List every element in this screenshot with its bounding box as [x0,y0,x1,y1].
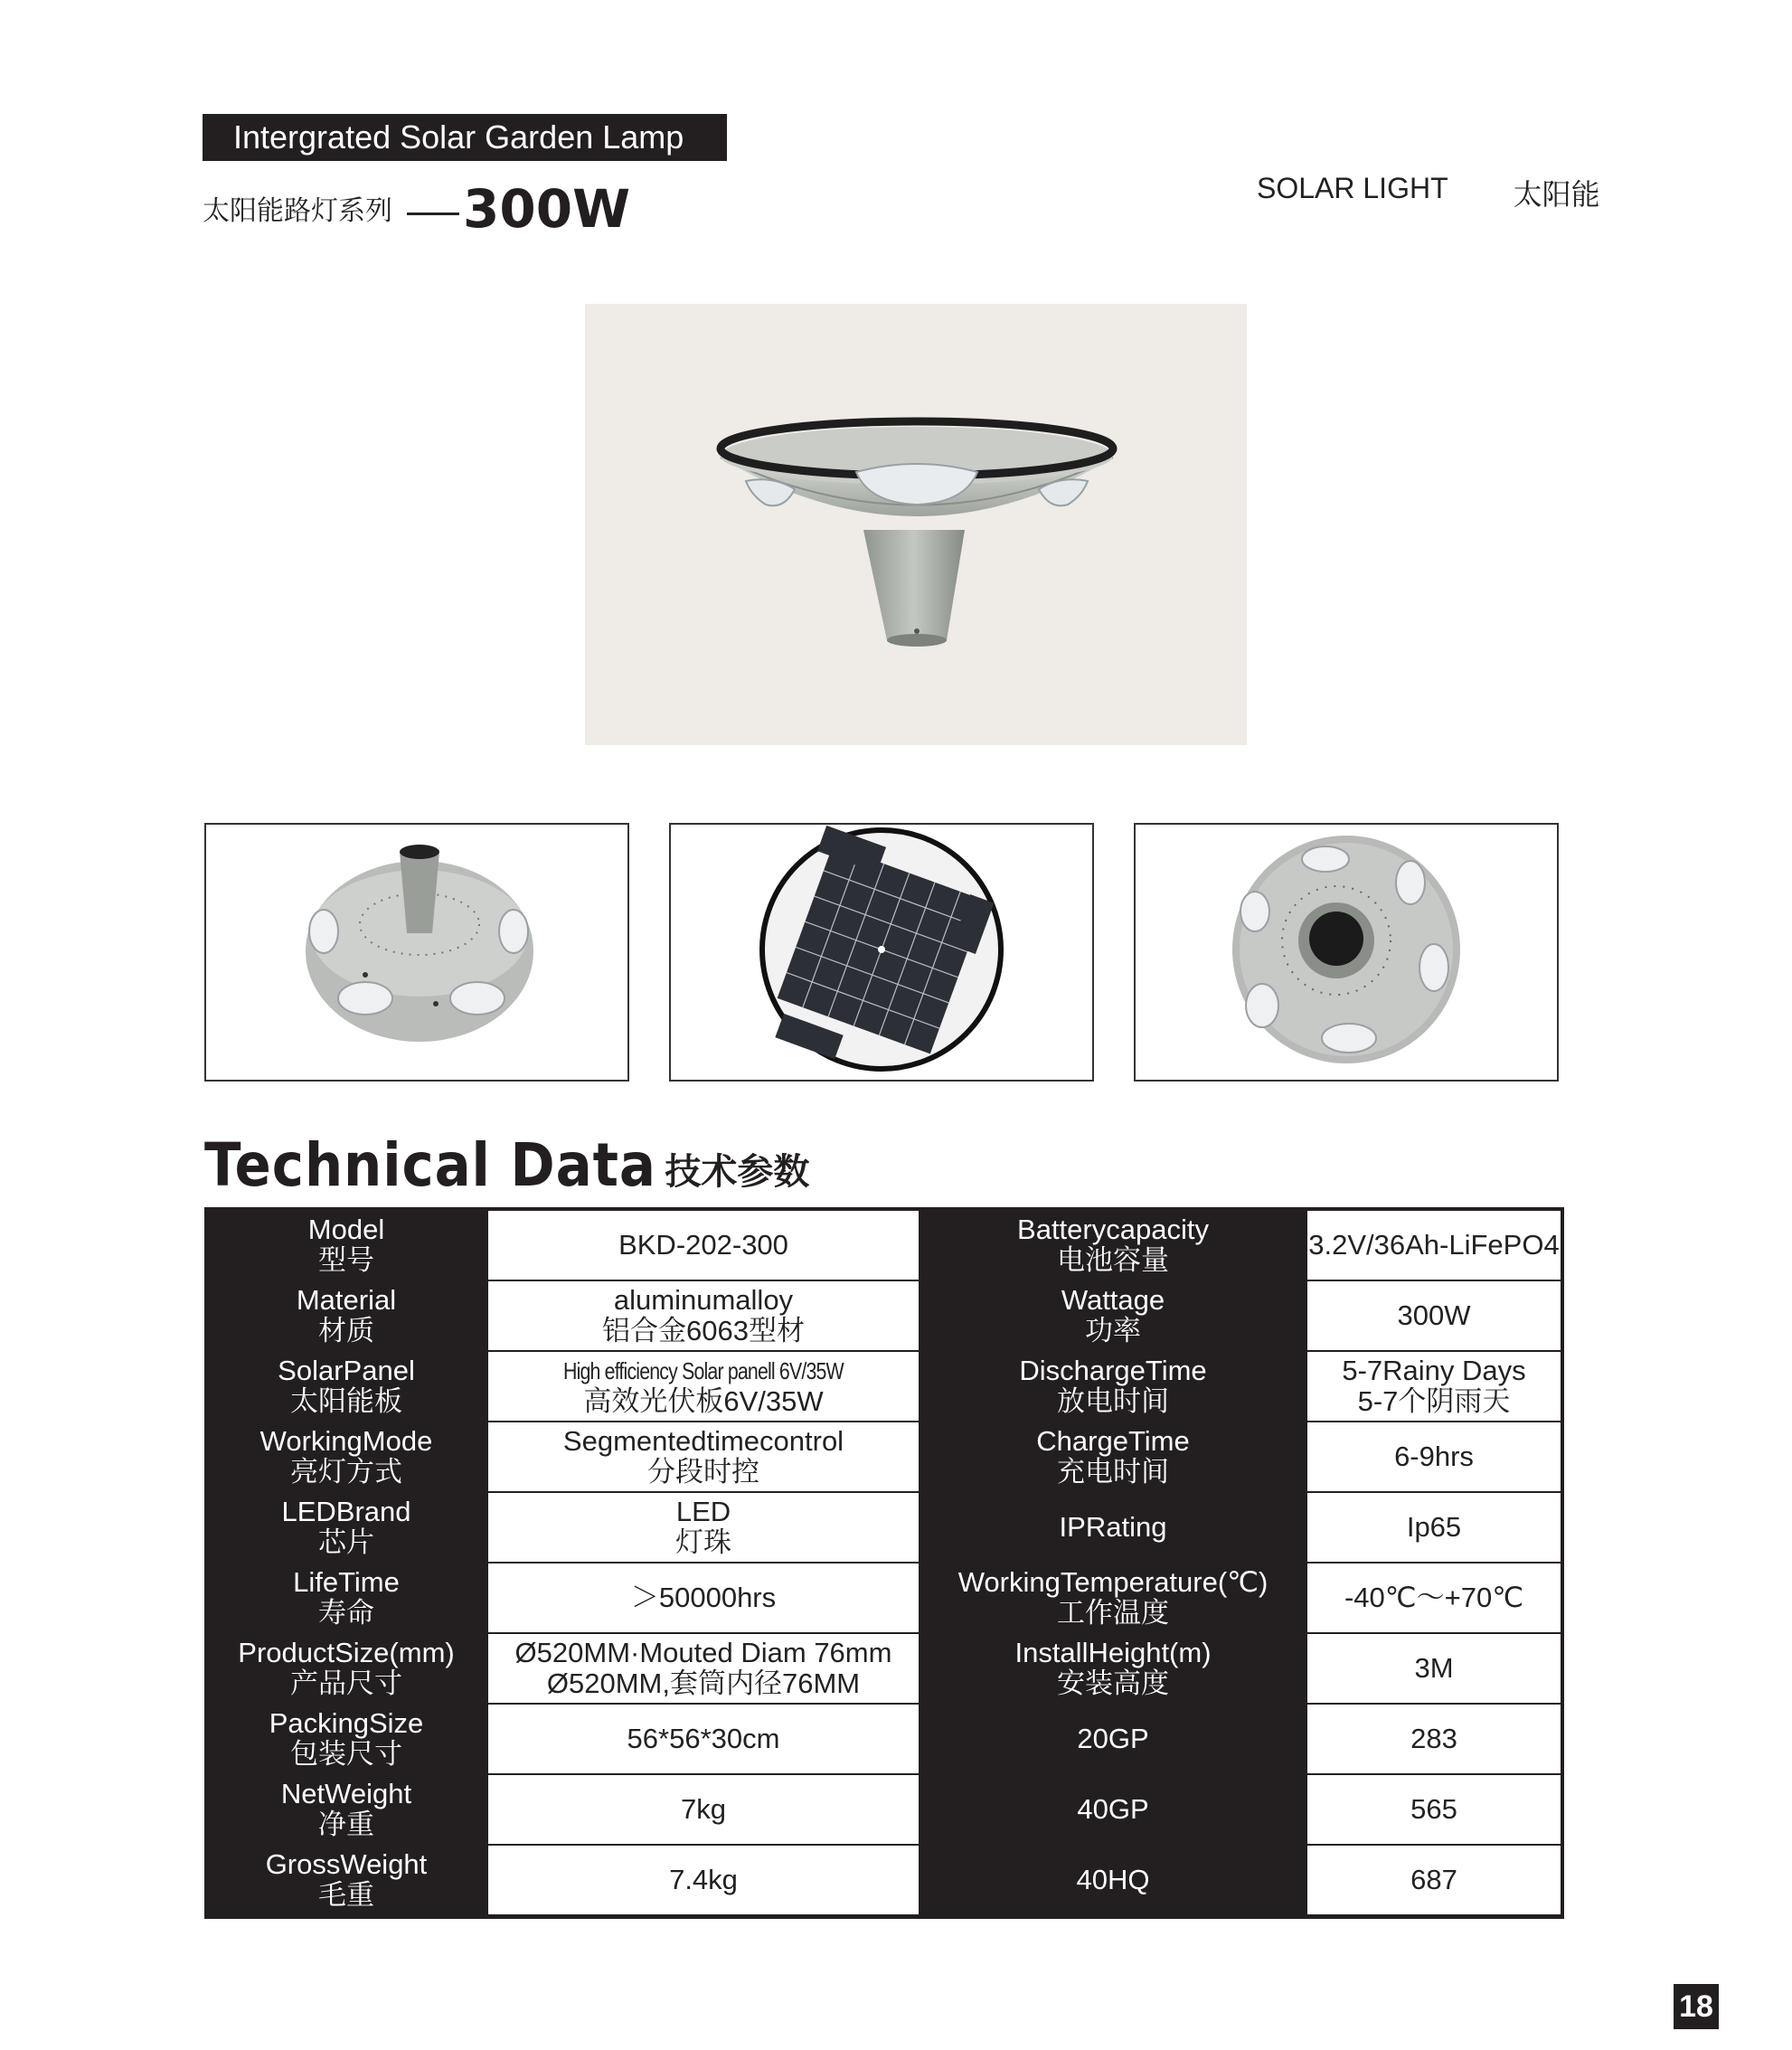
spec-label-text: 工作温度 [1057,1597,1169,1629]
spec-label-text: 放电时间 [1057,1385,1169,1417]
spec-value-text: 300W [1397,1299,1471,1331]
solar-panel-illustration [671,825,1092,1080]
spec-value-cell [488,1281,919,1350]
spec-label-text: Batterycapacity [1017,1214,1209,1245]
spec-row [208,1846,1561,1916]
spec-label-cell [922,1846,1304,1914]
spec-row [208,1281,1561,1352]
spec-value-text: 7.4kg [669,1864,738,1895]
spec-value-text: -40℃～+70℃ [1344,1582,1524,1613]
solar-cn-label: 太阳能 [1513,178,1600,211]
spec-label-text: SolarPanel [278,1355,415,1386]
spec-label-text: ChargeTime [1036,1425,1190,1457]
spec-value-text: 7kg [681,1793,726,1825]
spec-label-text: GrossWeight [265,1848,428,1880]
thumb-bottom-view [204,823,629,1082]
spec-label-cell [208,1211,485,1280]
spec-label-text: 净重 [318,1809,374,1840]
spec-value-text: 56*56*30cm [627,1723,780,1754]
spec-value-text: 高效光伏板6V/35W [583,1385,824,1417]
hero-product-image [585,304,1247,745]
spec-value-cell [488,1775,919,1844]
spec-value-text: 3.2V/36Ah-LiFePO4 [1308,1229,1560,1261]
spec-value-text: 3M [1414,1652,1454,1684]
spec-label-text: 芯片 [318,1526,374,1558]
lamp-underside-illustration [206,825,627,1080]
spec-label-text: 40HQ [1076,1864,1150,1895]
spec-value-text: 分段时控 [647,1456,759,1488]
spec-label-text: 寿命 [318,1597,374,1629]
spec-value-cell [1307,1634,1561,1703]
spec-label-text: InstallHeight(m) [1014,1637,1212,1668]
spec-label-cell [922,1563,1304,1632]
spec-label-text: Material [296,1284,397,1316]
spec-value-text: Ø520MM,套筒内径76MM [546,1667,861,1699]
spec-label-cell [208,1775,485,1844]
spec-value-cell [1307,1846,1561,1914]
spec-value-text: 283 [1410,1723,1457,1754]
spec-value-cell [488,1422,919,1491]
page-number: 18 [1674,1984,1719,2029]
spec-value-text: 565 [1410,1793,1457,1825]
spec-value-text: 铝合金6063型材 [602,1315,805,1346]
spec-label-text: LEDBrand [281,1496,411,1527]
spec-label-cell [208,1846,485,1914]
spec-label-text: 毛重 [318,1879,374,1911]
spec-label-text: 材质 [318,1315,374,1346]
spec-label-text: 20GP [1077,1723,1149,1754]
spec-label-cell [922,1281,1304,1350]
spec-label-cell [208,1352,485,1421]
spec-label-text: Model [307,1214,385,1245]
spec-label-text: 亮灯方式 [290,1456,402,1488]
spec-label-text: 电池容量 [1057,1244,1169,1276]
dash-divider [407,213,459,215]
spec-value-text: 6-9hrs [1394,1441,1474,1472]
spec-label-cell [208,1493,485,1562]
spec-label-cell [208,1563,485,1632]
spec-row [208,1705,1561,1775]
spec-value-cell [1307,1211,1561,1280]
spec-value-cell [488,1211,919,1280]
spec-label-text: ProductSize(mm) [238,1637,455,1668]
series-banner: Intergrated Solar Garden Lamp [203,114,727,161]
series-cn-label: 太阳能路灯系列 [203,196,392,226]
spec-value-text: aluminumalloy [613,1284,794,1316]
spec-table [204,1207,1564,1919]
spec-label-text: 型号 [318,1244,374,1276]
spec-label-cell [922,1211,1304,1280]
spec-label-cell [922,1634,1304,1703]
solar-light-label: SOLAR LIGHT [1257,172,1448,204]
spec-label-text: NetWeight [280,1778,412,1809]
spec-label-text: DischargeTime [1019,1355,1207,1386]
spec-row [208,1563,1561,1634]
spec-value-cell [488,1705,919,1773]
spec-label-cell [208,1281,485,1350]
spec-label-cell [922,1775,1304,1844]
spec-value-text: ＞50000hrs [630,1582,777,1613]
spec-row [208,1493,1561,1563]
spec-label-text: WorkingMode [259,1425,433,1457]
spec-value-text: 687 [1410,1864,1457,1895]
spec-value-cell [1307,1493,1561,1562]
spec-value-cell [1307,1422,1561,1491]
technical-data-title: Technical Data [204,1130,656,1200]
spec-value-text: High efficiency Solar panell 6V/35W [563,1357,844,1384]
spec-label-text: 功率 [1085,1315,1141,1346]
spec-label-cell [922,1493,1304,1562]
spec-label-text: 包装尺寸 [290,1738,402,1770]
spec-row [208,1422,1561,1493]
spec-label-cell [208,1422,485,1491]
spec-value-cell [1307,1563,1561,1632]
spec-row [208,1352,1561,1422]
spec-value-cell [1307,1775,1561,1844]
spec-value-text: 灯珠 [675,1526,731,1558]
spec-label-text: WorkingTemperature(℃) [957,1566,1269,1598]
wattage-label: 300W [463,178,631,240]
spec-value-text: LED [675,1496,731,1527]
spec-value-text: Segmentedtimecontrol [562,1425,844,1457]
spec-label-text: 产品尺寸 [290,1667,402,1699]
spec-value-text: Ø520MM·Mouted Diam 76mm [514,1637,892,1668]
thumb-underside-view [1134,823,1559,1082]
spec-label-text: IPRating [1059,1511,1167,1543]
garden-lamp-illustration [585,304,1247,745]
spec-row [208,1634,1561,1705]
lamp-bottom-illustration [1136,825,1557,1080]
spec-value-cell [488,1634,919,1703]
spec-row [208,1211,1561,1281]
spec-value-cell [488,1563,919,1632]
spec-value-text: Ip65 [1406,1511,1462,1543]
spec-row [208,1775,1561,1846]
spec-value-text: 5-7个阴雨天 [1357,1385,1511,1417]
spec-value-cell [488,1846,919,1914]
series-subtitle [203,177,631,240]
spec-label-text: 太阳能板 [290,1385,402,1417]
spec-label-cell [208,1705,485,1773]
spec-value-cell [1307,1352,1561,1421]
spec-label-text: PackingSize [269,1707,424,1739]
spec-label-cell [208,1634,485,1703]
spec-value-cell [1307,1705,1561,1773]
category-labels [1257,172,1600,213]
spec-label-cell [922,1352,1304,1421]
spec-label-text: 充电时间 [1057,1456,1169,1488]
spec-label-text: LifeTime [293,1566,400,1598]
spec-label-text: Wattage [1061,1284,1165,1316]
technical-data-title-cn: 技术参数 [665,1152,810,1192]
thumb-solar-panel-top [669,823,1094,1082]
spec-label-text: 安装高度 [1057,1667,1169,1699]
spec-value-text: BKD-202-300 [618,1229,788,1261]
spec-label-text: 40GP [1077,1793,1149,1825]
technical-data-heading [204,1130,809,1200]
spec-value-cell [1307,1281,1561,1350]
spec-value-cell [488,1352,919,1421]
spec-value-cell [488,1493,919,1562]
spec-value-text: 5-7Rainy Days [1342,1355,1526,1386]
spec-label-cell [922,1422,1304,1491]
spec-label-cell [922,1705,1304,1773]
